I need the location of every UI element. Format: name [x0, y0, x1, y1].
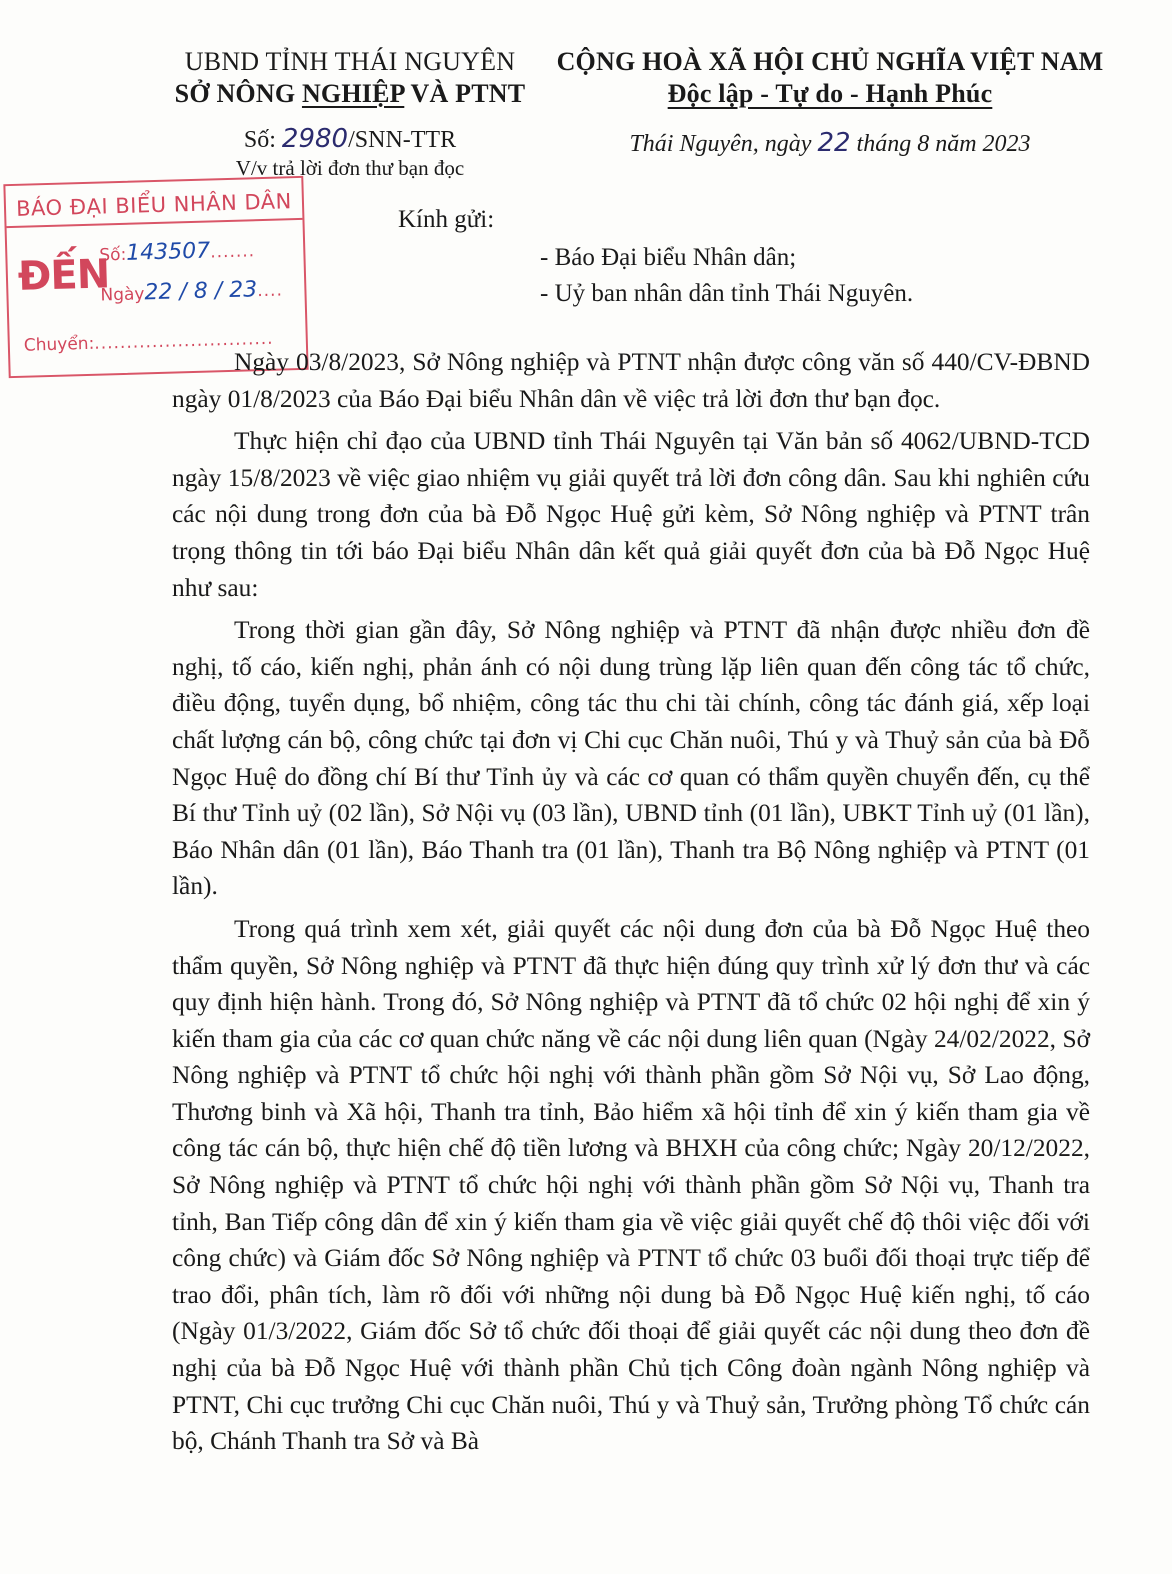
handwritten-number: 2980 [281, 124, 349, 154]
recipient-item: - Báo Đại biểu Nhân dân; [540, 244, 797, 271]
national-title: CỘNG HOÀ XÃ HỘI CHỦ NGHĨA VIỆT NAM [556, 47, 1104, 76]
national-motto: Độc lập - Tự do - Hạnh Phúc [667, 79, 993, 108]
stamp-number-row: Số:143507....... [99, 238, 256, 266]
stamp-transfer-row: Chuyển:............................ [23, 328, 274, 356]
recipients-label: Kính gửi: [398, 206, 495, 233]
stamp-title: BÁO ĐẠI BIỂU NHÂN DÂN [6, 184, 303, 228]
letter-body [172, 344, 1090, 1466]
issuer-department: SỞ NÔNG NGHIỆP VÀ PTNT [174, 79, 526, 108]
document-subject: V/v trả lời đơn thư bạn đọc [235, 156, 465, 180]
recipient-item: - Uỷ ban nhân dân tỉnh Thái Nguyên. [540, 280, 914, 307]
national-header [540, 46, 1120, 159]
issuer-province: UBND TỈNH THÁI NGUYÊN [184, 47, 516, 76]
body-paragraph: Ngày 03/8/2023, Sở Nông nghiệp và PTNT nhận được công văn số 440/CV-ĐBND ngày 01/8/2023 của Báo Đại biểu Nhân dân về việc trả lời đơn thư bạn đọc. [172, 348, 1090, 413]
body-paragraph: Trong quá trình xem xét, giải quyết các nội dung đơn của bà Đỗ Ngọc Huệ theo thẩm quyền, Sở Nông nghiệp và PTNT đã thực hiện đúng quy trình xử lý đơn thư và các quy định hiện hành. Trong đó, Sở Nông nghiệp và PTNT đã tổ chức 02 hội nghị để xin ý kiến tham gia của các cơ quan chức năng về các nội dung liên quan (Ngày 24/02/2022, Sở Nông nghiệp và PTNT tổ chức hội nghị với thành phần gồm Sở Nội vụ, Sở Lao động, Thương binh và Xã hội, Thanh tra tỉnh, Bảo hiểm xã hội tỉnh để xin ý kiến tham gia về công tác cán bộ, thực hiện chế độ tiền lương và BHXH của công chức; Ngày 20/12/2022, Sở Nông nghiệp và PTNT tổ chức hội nghị với thành phần gồm Sở Nội vụ, Thanh tra tỉnh, Ban Tiếp công dân để xin ý kiến tham gia về việc giải quyết chế độ thôi việc đối với công chức) và Giám đốc Sở Nông nghiệp và PTNT tổ chức 03 buổi đối thoại trực tiếp để trao đổi, phân tích, làm rõ đối với những nội dung bà Đỗ Ngọc Huệ kiến nghị, tố cáo (Ngày 01/3/2022, Giám đốc Sở tổ chức đối thoại để giải quyết các nội dung theo đơn đề nghị của bà Đỗ Ngọc Huệ với thành phần Chủ tịch Công đoàn ngành Nông nghiệp và PTNT, Chi cục trưởng Chi cục Chăn nuôi, Thú y và Thuỷ sản, Trưởng phòng Tổ chức cán bộ, Chánh Thanh tra Sở và Bà [172, 914, 1090, 1456]
body-paragraph: Thực hiện chỉ đạo của UBND tỉnh Thái Nguyên tại Văn bản số 4062/UBND-TCD ngày 15/8/2023 về việc giao nhiệm vụ giải quyết trả lời đơn công dân. Sau khi nghiên cứu các nội dung trong đơn của bà Đỗ Ngọc Huệ gửi kèm, Sở Nông nghiệp và PTNT trân trọng thông tin tới báo Đại biểu Nhân dân kết quả giải quyết đơn của bà Đỗ Ngọc Huệ như sau: [172, 427, 1090, 602]
stamp-den-label: ĐẾN [17, 251, 110, 300]
document-number: Số: 2980/SNN-TTR [243, 124, 457, 154]
issuer-header [160, 46, 540, 181]
body-paragraph: Trong thời gian gần đây, Sở Nông nghiệp và PTNT đã nhận được nhiều đơn đề nghị, tố cáo, kiến nghị, phản ánh có nội dung trùng lặp liên quan đến công tác tổ chức, điều động, tuyển dụng, bổ nhiệm, công tác thu chi tài chính, công tác đánh giá, xếp loại chất lượng cán bộ, công chức tại đơn vị Chi cục Chăn nuôi, Thú y và Thuỷ sản của bà Đỗ Ngọc Huệ do đồng chí Bí thư Tỉnh ủy và các cơ quan có thẩm quyền chuyển đến, cụ thể Bí thư Tỉnh uỷ (02 lần), Sở Nội vụ (03 lần), UBND tỉnh (01 lần), UBKT Tỉnh uỷ (01 lần), Báo Nhân dân (01 lần), Báo Thanh tra (01 lần), Thanh tra Bộ Nông nghiệp và PTNT (01 lần). [172, 616, 1090, 901]
stamp-date-row: Ngày22 / 8 / 23.... [100, 277, 284, 306]
document-date: Thái Nguyên, ngày 22 tháng 8 năm 2023 [629, 128, 1031, 158]
handwritten-day: 22 [817, 128, 851, 158]
stamp-number-value: 143507 [125, 238, 211, 266]
stamp-date-value: 22 / 8 / 23 [144, 277, 258, 306]
